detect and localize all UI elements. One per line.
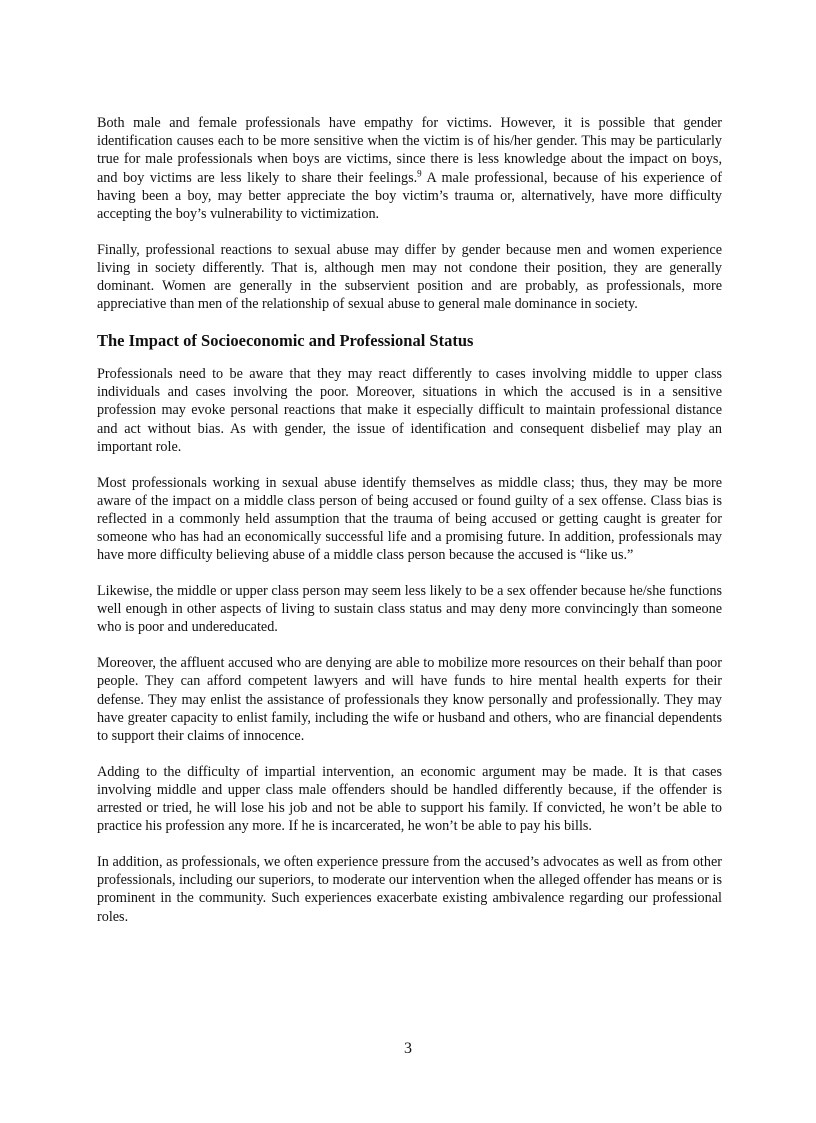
paragraph: Finally, professional reactions to sexual abuse may differ by gender because men and women experience living in society differently. That is, although men may not condone their position, they are generally dominant. Women are generally in the subservient position and are probably, as professionals, more appreciative than men of the relationship of sexual abuse to general male dominance in society. bbox=[97, 241, 722, 313]
paragraph-text: A male professional, because of his experience of having been a boy, may better appreciate the boy victim’s trauma or, alternatively, have more difficulty accepting the boy’s vulnerability to victimization. bbox=[97, 169, 723, 223]
section-heading: The Impact of Socioeconomic and Professional Status bbox=[97, 331, 474, 351]
paragraph: Moreover, the affluent accused who are denying are able to mobilize more resources on their behalf than poor people. They can afford competent lawyers and will have funds to hire mental health experts for their defense. They may enlist the assistance of professionals they know personally and professionally. They may have greater capacity to enlist family, including the wife or husband and others, who are financial dependents to support their claims of innocence. bbox=[97, 655, 722, 744]
paragraph: Most professionals working in sexual abuse identify themselves as middle class; thus, they may be more aware of the impact on a middle class person of being accused or found guilty of a sex offense. Class bias is reflected in a commonly held assumption that the trauma of being accused or getting caught is greater for someone who has had an economically successful life and a promising future. In addition, professionals may have more difficulty believing abuse of a middle class person because the accused is “like us.” bbox=[97, 474, 722, 564]
paragraph: Professionals need to be aware that they may react differently to cases involving middle to upper class individuals and cases involving the poor. Moreover, situations in which the accused is in a sensitive profession may evoke personal reactions that make it especially difficult to maintain professional distance and act without bias. As with gender, the issue of identification and consequent disbelief may play an important role. bbox=[97, 366, 722, 455]
paragraph: Likewise, the middle or upper class person may seem less likely to be a sex offender because he/she functions well enough in other aspects of living to sustain class status and may deny more convincingly than someone who is poor and undereducated. bbox=[97, 583, 722, 636]
paragraph: In addition, as professionals, we often experience pressure from the accused’s advocates as well as from other professionals, including our superiors, to moderate our intervention when the alleged offender has means or is prominent in the community. Such experiences exacerbate existing ambivalence regarding our professional roles. bbox=[97, 854, 722, 925]
paragraph: Adding to the difficulty of impartial intervention, an economic argument may be made. It is that cases involving middle and upper class male offenders should be handled differently because, if the offender is arrested or tried, he will lose his job and not be able to support his family. If convicted, he won’t be able to practice his profession any more. If he is incarcerated, he won’t be able to pay his bills. bbox=[97, 763, 722, 835]
document-page bbox=[97, 114, 722, 943]
paragraph bbox=[97, 114, 722, 223]
paragraph-text: Both male and female professionals have empathy for victims. However, it is possible that gender identification causes each to be more sensitive when the victim is of his/her gender. This may be particularly true for male professionals when boys are victims, since there is less knowledge about the impact on boys, and boy victims are less likely to share their feelings. bbox=[97, 115, 722, 186]
page-number: 3 bbox=[404, 1040, 412, 1057]
footnote-marker[interactable]: 9 bbox=[417, 167, 422, 178]
